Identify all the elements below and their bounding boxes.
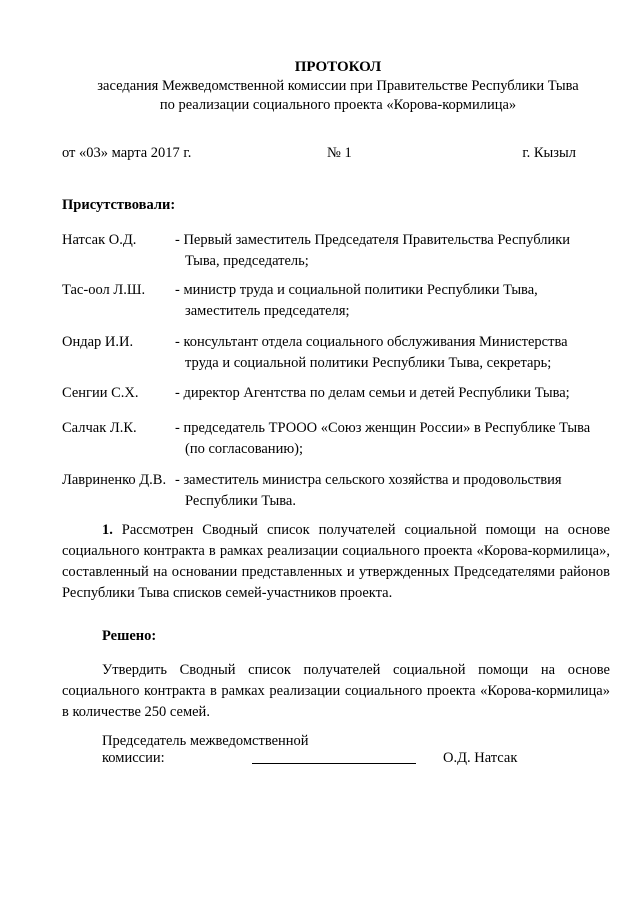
attendee-name: Ондар И.И. <box>62 334 134 350</box>
attendee-role: - директор Агентства по делам семьи и детей Республики Тыва; <box>175 385 570 401</box>
document-city: г. Кызыл <box>522 145 576 161</box>
item-1-number: 1. <box>102 522 113 538</box>
attendee-name: Тас-оол Л.Ш. <box>62 282 146 298</box>
attendee-name: Лавриненко Д.В. <box>62 472 167 488</box>
attendee-name: Сенгии С.Х. <box>62 385 139 401</box>
decision-heading: Решено: <box>102 628 157 644</box>
signature-title-line-1: Председатель межведомственной <box>102 733 309 749</box>
document-title: ПРОТОКОЛ <box>294 59 382 75</box>
attendee-role: - Первый заместитель Председателя Правительства Республики Тыва, председатель; <box>175 232 571 269</box>
attendee-name: Салчак Л.К. <box>62 420 137 436</box>
item-1-paragraph <box>62 520 610 604</box>
subtitle-line-2: по реализации социального проекта «Корова-кормилица» <box>159 97 517 113</box>
document-meta-row <box>62 143 576 164</box>
document-date: от «03» марта 2017 г. <box>62 145 192 161</box>
subtitle-line-1: заседания Межведомственной комиссии при Правительстве Республики Тыва <box>97 78 579 94</box>
attendance-heading: Присутствовали: <box>62 197 176 213</box>
document-number: № 1 <box>327 145 352 161</box>
decision-text: Утвердить Сводный список получателей социальной помощи на основе социального контракта в рамках реализации социального проекта «Корова-кормилица» в количестве 250 семей. <box>62 662 610 720</box>
attendee-role: - консультант отдела социального обслуживания Министерства труда и социальной политики Республики Тыва, секретарь; <box>175 334 568 371</box>
item-1-text: Рассмотрен Сводный список получателей социальной помощи на основе социального контракта в рамках реализации социального проекта «Корова-кормилица», составленный на основании представленных и утвержденных Председателями районов Республики Тыва списков семей-участников проекта. <box>62 522 610 601</box>
signature-name: О.Д. Натсак <box>443 750 518 766</box>
attendee-role: - председатель ТРООО «Союз женщин России» в Республике Тыва (по согласованию); <box>175 420 591 457</box>
attendee-role: - заместитель министра сельского хозяйства и продовольствия Республики Тыва. <box>175 472 562 509</box>
signature-title-line-2: комиссии: <box>102 750 165 766</box>
signature-line <box>252 763 416 764</box>
document-subtitle <box>40 77 636 115</box>
attendee-role: - министр труда и социальной политики Республики Тыва, заместитель председателя; <box>175 282 538 319</box>
attendee-name: Натсак О.Д. <box>62 232 137 248</box>
